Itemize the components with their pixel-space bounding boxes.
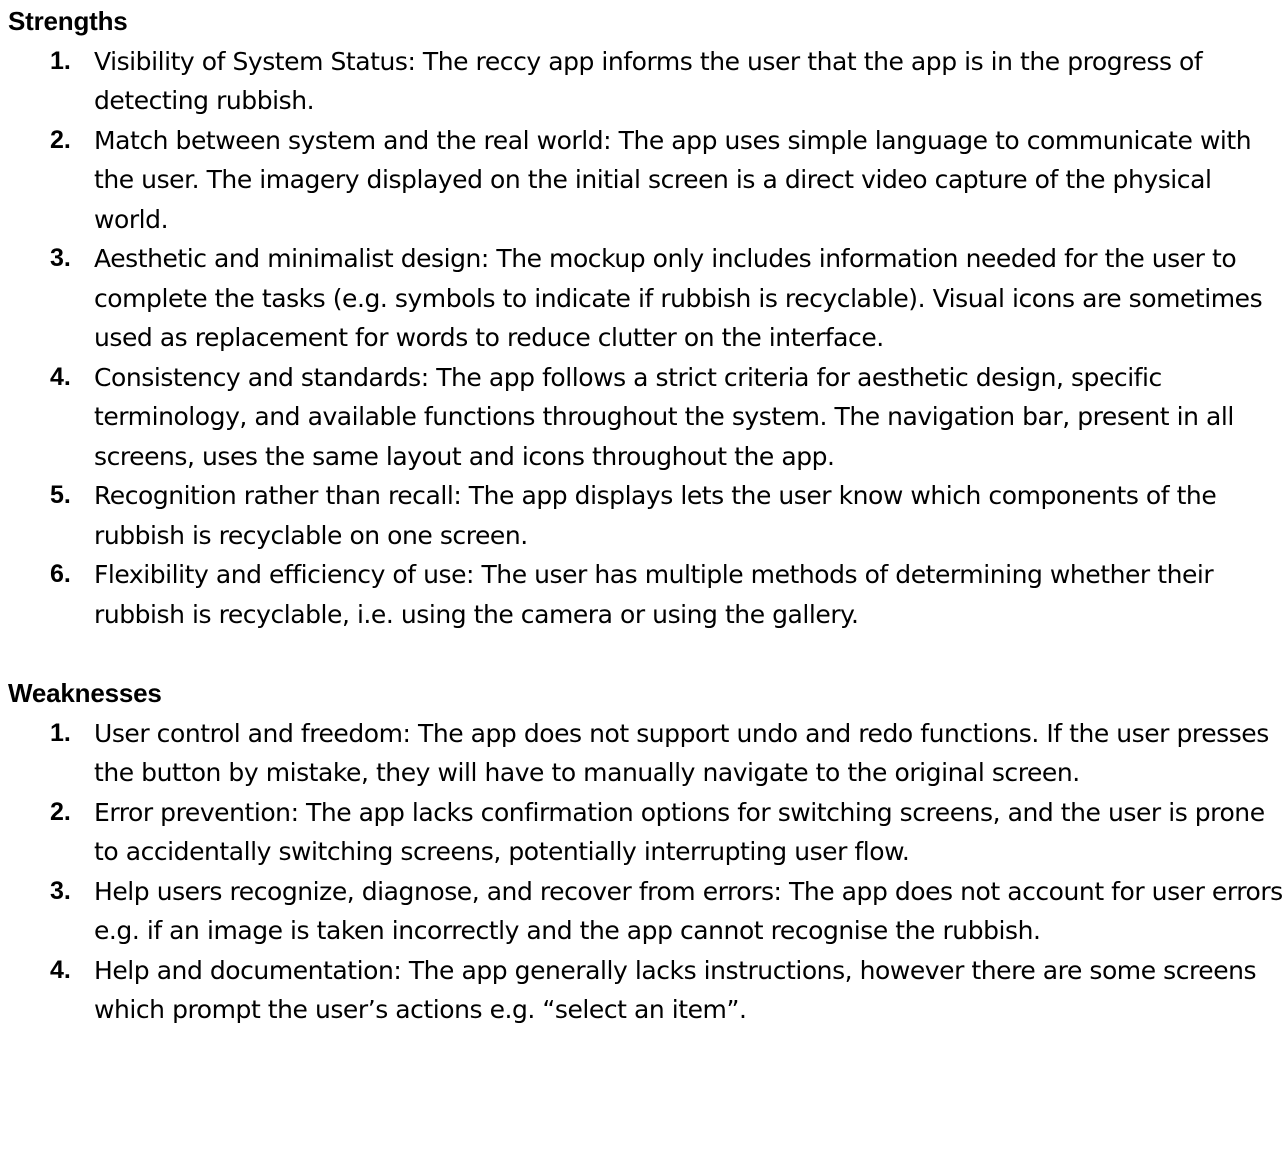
list-item <box>8 476 1286 555</box>
list-item-text: Visibility of System Status: The reccy app informs the user that the app is in the progress of detecting rubbish. <box>94 46 1203 115</box>
list-item <box>8 555 1286 634</box>
list-item-number: 4. <box>50 955 71 984</box>
list-item-number: 1. <box>50 46 71 75</box>
list-item <box>8 239 1286 358</box>
section-spacer <box>8 634 1286 674</box>
strengths-heading: Strengths <box>8 6 128 36</box>
list-item <box>8 42 1286 121</box>
list-item-number: 1. <box>50 718 71 747</box>
list-item <box>8 121 1286 240</box>
weaknesses-list <box>8 714 1286 1030</box>
list-item-number: 6. <box>50 560 71 588</box>
list-item-number: 2. <box>50 125 71 154</box>
list-item <box>8 358 1286 477</box>
weaknesses-section <box>8 674 1286 1030</box>
list-item <box>8 872 1286 951</box>
list-item-text: User control and freedom: The app does not support undo and redo functions. If the user presses the button by mistake, they will have to manually navigate to the original screen. <box>94 718 1269 787</box>
strengths-list <box>8 42 1286 635</box>
list-item-number: 4. <box>50 362 71 391</box>
list-item-number: 3. <box>50 244 71 272</box>
list-item-text: Flexibility and efficiency of use: The user has multiple methods of determining whether their rubbish is recyclable, i.e. using the camera or using the gallery. <box>94 560 1214 629</box>
list-item-text: Error prevention: The app lacks confirmation options for switching screens, and the user is prone to accidentally switching screens, potentially interrupting user flow. <box>94 797 1265 866</box>
weaknesses-heading: Weaknesses <box>8 678 162 708</box>
list-item-text: Recognition rather than recall: The app displays lets the user know which components of the rubbish is recyclable on one screen. <box>94 481 1217 550</box>
list-item-text: Consistency and standards: The app follows a strict criteria for aesthetic design, specific terminology, and available functions throughout the system. The navigation bar, present in all screens, uses the same layout and icons throughout the app. <box>94 362 1234 471</box>
list-item <box>8 793 1286 872</box>
list-item-number: 2. <box>50 797 71 826</box>
list-item-number: 3. <box>50 876 71 905</box>
list-item-number: 5. <box>50 481 71 509</box>
list-item-text: Aesthetic and minimalist design: The mockup only includes information needed for the user to complete the tasks (e.g. symbols to indicate if rubbish is recyclable). Visual icons are sometimes used as replacement for words to reduce clutter on the interface. <box>94 244 1263 352</box>
list-item-text: Match between system and the real world: The app uses simple language to communicate with the user. The imagery displayed on the initial screen is a direct video capture of the physical world. <box>94 125 1252 234</box>
list-item-text: Help and documentation: The app generally lacks instructions, however there are some screens which prompt the user’s actions e.g. “select an item”. <box>94 955 1257 1024</box>
list-item <box>8 714 1286 793</box>
strengths-section <box>8 2 1286 634</box>
list-item-text: Help users recognize, diagnose, and recover from errors: The app does not account for user errors e.g. if an image is taken incorrectly and the app cannot recognise the rubbish. <box>94 876 1283 945</box>
list-item <box>8 951 1286 1030</box>
